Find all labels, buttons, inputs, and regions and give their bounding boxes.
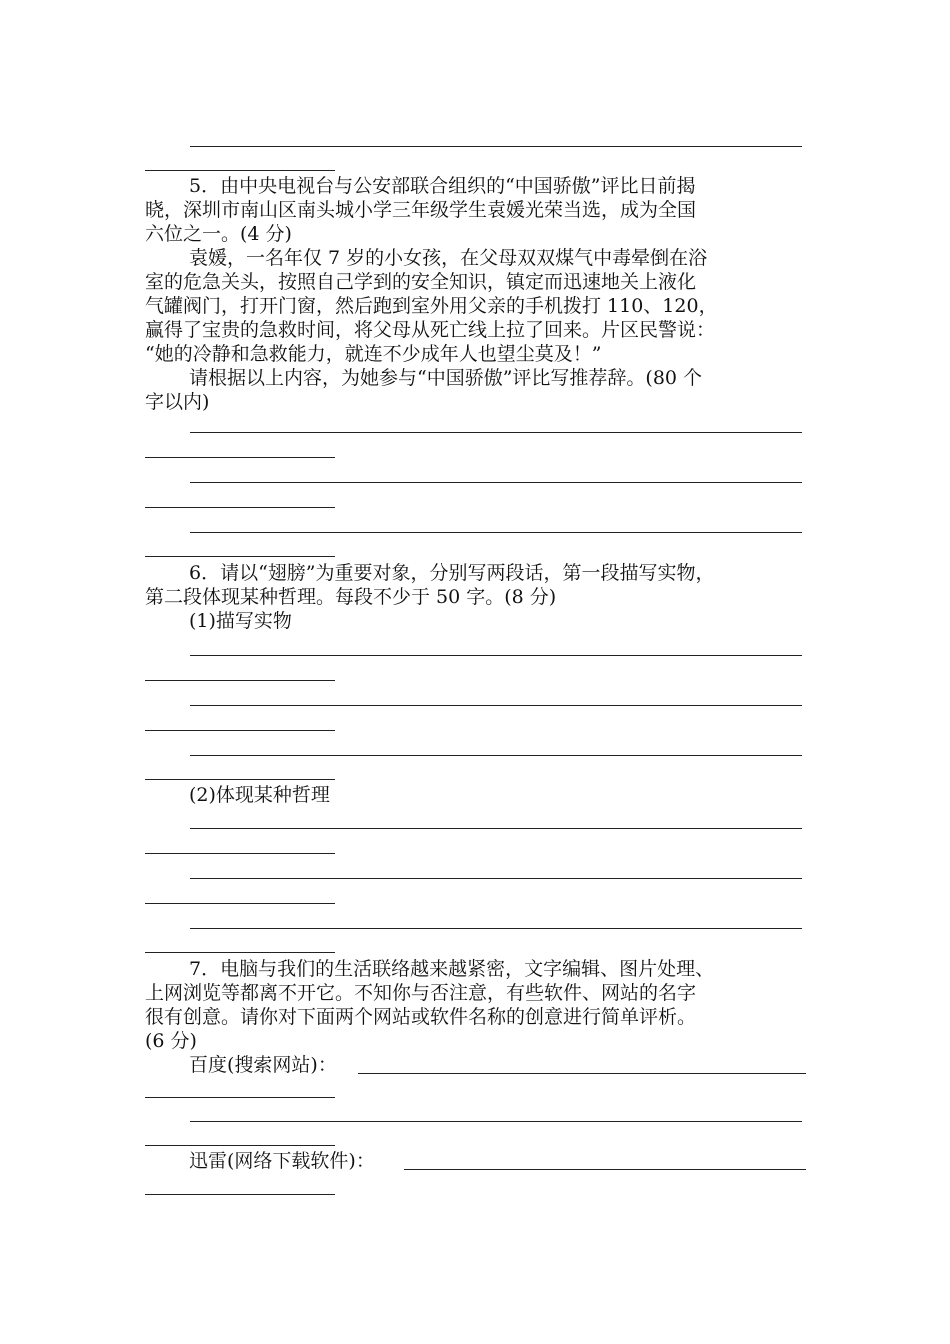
answer-line[interactable]	[145, 170, 335, 171]
answer-line[interactable]	[145, 680, 335, 681]
q6-part1-label: (1)描写实物	[189, 610, 292, 632]
q6-part2-label: (2)体现某种哲理	[189, 784, 330, 806]
q5-prompt-line: 字以内)	[145, 391, 210, 413]
q5-line: 六位之一。(4 分)	[145, 223, 292, 245]
answer-line[interactable]	[145, 1097, 335, 1098]
answer-line[interactable]	[145, 1194, 335, 1195]
q5-passage-line: 气罐阀门，打开门窗，然后跑到室外用父亲的手机拨打 110、120，	[145, 295, 718, 317]
q7-line: 上网浏览等都离不开它。不知你与否注意，有些软件、网站的名字	[145, 982, 697, 1004]
q5-passage-line: 室的危急关头，按照自己学到的安全知识，镇定而迅速地关上液化	[145, 271, 697, 293]
answer-line[interactable]	[145, 779, 335, 780]
question-6-part2	[145, 783, 805, 807]
question-6	[145, 561, 805, 633]
q7-line: 很有创意。请你对下面两个网站或软件名称的创意进行简单评析。	[145, 1006, 697, 1028]
question-7	[145, 957, 805, 1077]
answer-line[interactable]	[190, 432, 802, 433]
answer-line[interactable]	[145, 903, 335, 904]
answer-line[interactable]	[190, 146, 802, 147]
item1-inline-answer-line[interactable]	[358, 1073, 806, 1074]
answer-line[interactable]	[190, 532, 802, 533]
q6-line: 第二段体现某种哲理。每段不少于 50 字。(8 分)	[145, 586, 557, 608]
answer-line[interactable]	[145, 730, 335, 731]
q5-prompt-line: 请根据以上内容，为她参与“中国骄傲”评比写推荐辞。(80 个	[189, 367, 703, 389]
question-5	[145, 174, 805, 414]
q6-line: 6．请以“翅膀”为重要对象，分别写两段话，第一段描写实物，	[189, 562, 715, 584]
answer-line[interactable]	[190, 482, 802, 483]
q7-line: (6 分)	[145, 1030, 197, 1052]
q5-line: 晓，深圳市南山区南头城小学三年级学生袁媛光荣当选，成为全国	[145, 199, 697, 221]
answer-line[interactable]	[190, 755, 802, 756]
answer-line[interactable]	[190, 828, 802, 829]
answer-line[interactable]	[145, 457, 335, 458]
q5-passage-line: 赢得了宝贵的急救时间，将父母从死亡线上拉了回来。片区民警说：	[145, 319, 716, 341]
answer-line[interactable]	[190, 655, 802, 656]
answer-line[interactable]	[190, 1121, 802, 1122]
q7-line: 7．电脑与我们的生活联络越来越紧密，文字编辑、图片处理、	[189, 958, 715, 980]
answer-line[interactable]	[145, 507, 335, 508]
answer-line[interactable]	[145, 1145, 335, 1146]
q5-passage-line: “她的冷静和急救能力，就连不少成年人也望尘莫及！”	[145, 343, 602, 365]
answer-line[interactable]	[190, 878, 802, 879]
q5-line: 5．由中央电视台与公安部联合组织的“中国骄傲”评比日前揭	[189, 175, 696, 197]
answer-line[interactable]	[190, 705, 802, 706]
q7-item1-label: 百度(搜索网站)：	[189, 1054, 337, 1076]
answer-line[interactable]	[145, 853, 335, 854]
answer-line[interactable]	[145, 952, 335, 953]
item2-inline-answer-line[interactable]	[404, 1169, 806, 1170]
q5-passage-line: 袁媛，一名年仅 7 岁的小女孩，在父母双双煤气中毒晕倒在浴	[189, 247, 708, 269]
answer-line[interactable]	[145, 556, 335, 557]
answer-line[interactable]	[190, 928, 802, 929]
q7-item2-label: 迅雷(网络下载软件)：	[189, 1150, 375, 1172]
